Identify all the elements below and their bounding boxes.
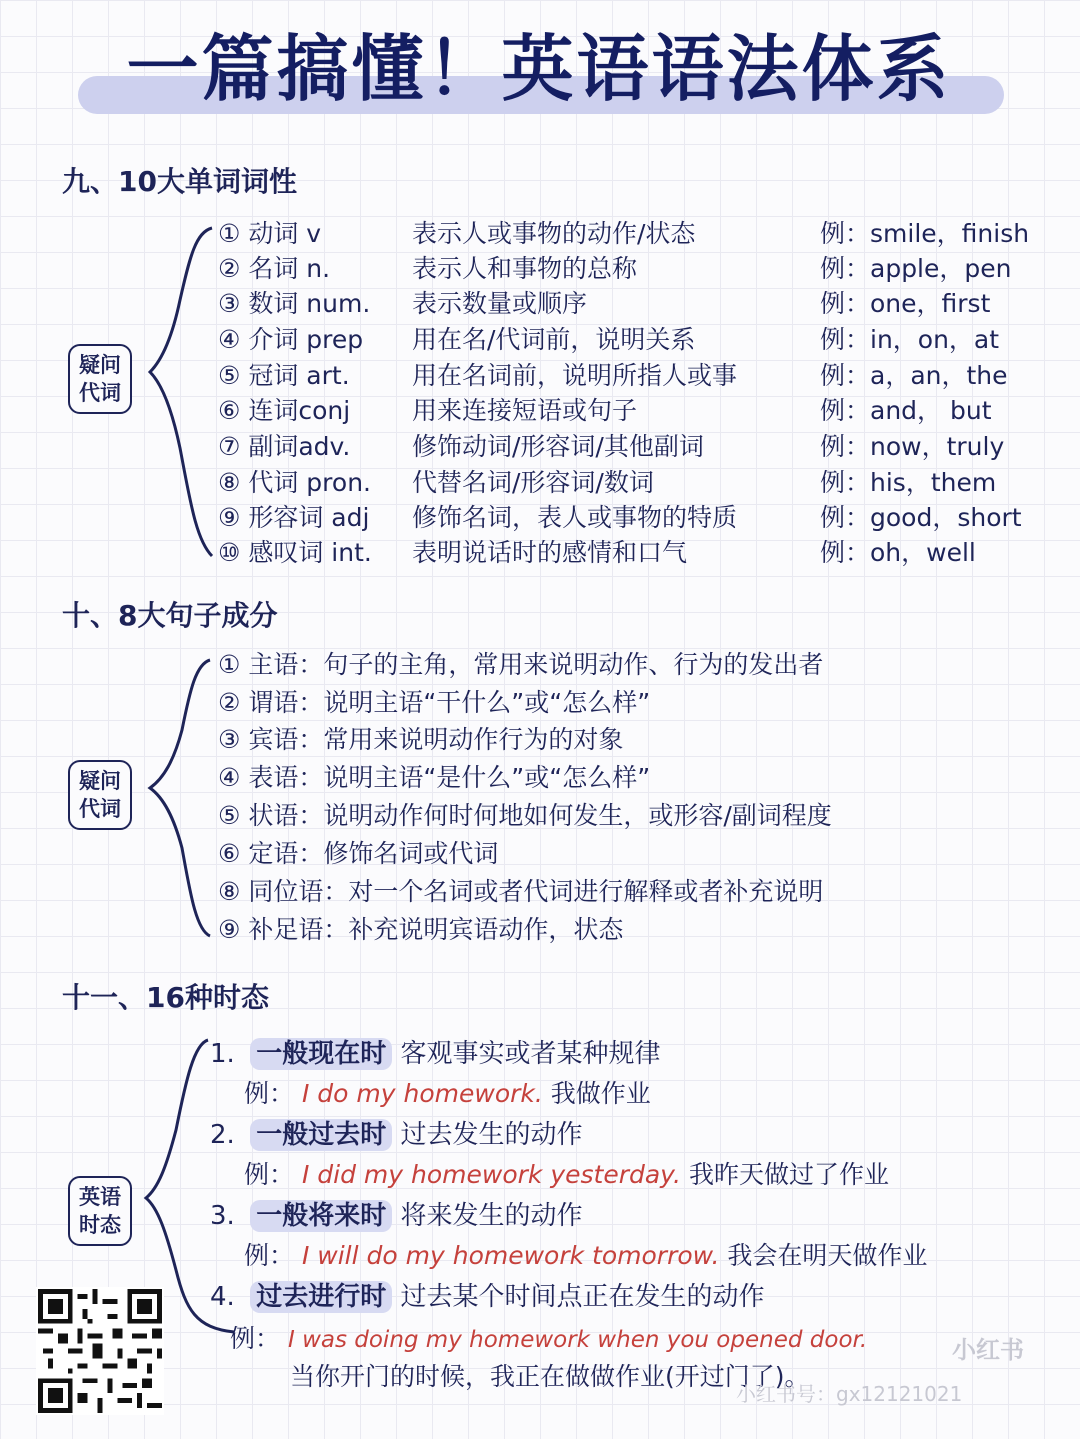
tense-name: 过去进行时 bbox=[250, 1281, 392, 1313]
example-label: 例： bbox=[244, 1241, 295, 1270]
tense-example-translation bbox=[290, 1358, 810, 1396]
example-english: I will do my homework tomorrow. bbox=[301, 1241, 720, 1270]
bubble-line: 代词 bbox=[79, 797, 121, 821]
component-text: ⑨ 补足语：补充说明宾语动作，状态 bbox=[218, 915, 624, 944]
section10-heading: 十、8大句子成分 bbox=[62, 599, 278, 632]
section9-bubble bbox=[68, 344, 132, 414]
tense-item bbox=[210, 1035, 661, 1073]
tense-name: 一般将来时 bbox=[250, 1200, 392, 1232]
page-title: 一篇搞懂！英语语法体系 bbox=[126, 27, 952, 111]
tense-item bbox=[210, 1278, 765, 1316]
pos-name: ⑨ 形容词 adj bbox=[218, 503, 370, 532]
tense-desc: 过去发生的动作 bbox=[400, 1120, 583, 1150]
pos-example: 例：a，an，the bbox=[820, 361, 1008, 390]
section9-heading: 九、10大单词词性 bbox=[62, 165, 297, 198]
tense-desc: 将来发生的动作 bbox=[400, 1201, 583, 1231]
section10-bubble bbox=[68, 760, 132, 830]
pos-example: 例：now，truly bbox=[820, 432, 1005, 461]
tense-number: 4. bbox=[210, 1282, 235, 1312]
pos-example: 例：in，on，at bbox=[820, 325, 1000, 354]
example-label: 例： bbox=[244, 1160, 295, 1189]
tense-item bbox=[210, 1116, 583, 1154]
bubble-line: 时态 bbox=[79, 1213, 121, 1237]
pos-example: 例：and， but bbox=[820, 396, 992, 425]
pos-name: ⑦ 副词adv. bbox=[218, 432, 351, 461]
tense-example bbox=[244, 1237, 927, 1275]
component-text: ③ 宾语：常用来说明动作行为的对象 bbox=[218, 725, 624, 754]
tense-name: 一般现在时 bbox=[250, 1038, 392, 1070]
pos-desc: 表示人和事物的总称 bbox=[412, 254, 638, 283]
example-chinese: 我会在明天做作业 bbox=[727, 1241, 928, 1270]
example-english: I did my homework yesterday. bbox=[301, 1160, 681, 1189]
pos-desc: 代替名词/形容词/数词 bbox=[412, 468, 654, 497]
tense-example bbox=[244, 1075, 651, 1113]
pos-example: 例：one，first bbox=[820, 289, 991, 318]
tense-item bbox=[210, 1197, 583, 1235]
pos-name: ③ 数词 num. bbox=[218, 289, 371, 318]
tense-number: 3. bbox=[210, 1201, 235, 1231]
section11-bubble bbox=[68, 1176, 132, 1246]
section10-brace bbox=[150, 660, 210, 936]
tense-number: 1. bbox=[210, 1039, 235, 1069]
pos-name: ② 名词 n. bbox=[218, 254, 331, 283]
bubble-line: 疑问 bbox=[79, 353, 121, 377]
watermark-logo: 小红书 bbox=[952, 1336, 1024, 1364]
pos-desc: 用在名词前，说明所指人或事 bbox=[412, 361, 738, 390]
bubble-line: 英语 bbox=[79, 1185, 121, 1209]
pos-example: 例：smile，finish bbox=[820, 219, 1030, 248]
pos-name: ⑥ 连词conj bbox=[218, 396, 351, 425]
pos-name: ⑤ 冠词 art. bbox=[218, 361, 350, 390]
pos-desc: 用在名/代词前，说明关系 bbox=[412, 325, 696, 354]
tense-example bbox=[244, 1156, 889, 1194]
watermark-user: 小红书号：gx12121021 bbox=[736, 1382, 963, 1406]
pos-desc: 表明说话时的感情和口气 bbox=[412, 538, 688, 567]
pos-desc: 修饰名词，表人或事物的特质 bbox=[412, 503, 738, 532]
example-chinese: 当你开门的时候，我正在做做作业(开过门了)。 bbox=[290, 1362, 810, 1391]
bubble-line: 疑问 bbox=[79, 769, 121, 793]
component-text: ⑧ 同位语：对一个名词或者代词进行解释或者补充说明 bbox=[218, 877, 824, 906]
example-chinese: 我做作业 bbox=[550, 1079, 651, 1108]
section9-brace bbox=[150, 228, 212, 556]
pos-desc: 表示数量或顺序 bbox=[412, 289, 588, 318]
pos-name: ① 动词 v bbox=[218, 219, 322, 248]
tense-number: 2. bbox=[210, 1120, 235, 1150]
component-text: ① 主语：句子的主角，常用来说明动作、行为的发出者 bbox=[218, 650, 824, 679]
tense-name: 一般过去时 bbox=[250, 1119, 392, 1151]
pos-example: 例：oh，well bbox=[820, 538, 976, 567]
tense-desc: 客观事实或者某种规律 bbox=[400, 1039, 661, 1069]
component-text: ② 谓语：说明主语“干什么”或“怎么样” bbox=[218, 688, 651, 717]
tense-example bbox=[230, 1320, 867, 1359]
example-english: I was doing my homework when you opened door. bbox=[287, 1327, 868, 1353]
pos-name: ⑧ 代词 pron. bbox=[218, 468, 371, 497]
component-text: ⑥ 定语：修饰名词或代词 bbox=[218, 839, 499, 868]
qr-code-icon bbox=[36, 1287, 164, 1415]
example-chinese: 我昨天做过了作业 bbox=[688, 1160, 889, 1189]
example-label: 例： bbox=[230, 1324, 281, 1353]
pos-example: 例：his，them bbox=[820, 468, 997, 497]
pos-desc: 修饰动词/形容词/其他副词 bbox=[412, 432, 704, 461]
pos-desc: 用来连接短语或句子 bbox=[412, 396, 638, 425]
example-label: 例： bbox=[244, 1079, 295, 1108]
pos-name: ⑩ 感叹词 int. bbox=[218, 538, 372, 567]
bubble-line: 代词 bbox=[79, 381, 121, 405]
component-text: ⑤ 状语：说明动作何时何地如何发生，或形容/副词程度 bbox=[218, 801, 832, 830]
tense-desc: 过去某个时间点正在发生的动作 bbox=[400, 1282, 765, 1312]
pos-example: 例：good，short bbox=[820, 503, 1022, 532]
pos-example: 例：apple，pen bbox=[820, 254, 1012, 283]
example-english: I do my homework. bbox=[301, 1079, 543, 1108]
pos-desc: 表示人或事物的动作/状态 bbox=[412, 219, 696, 248]
pos-name: ④ 介词 prep bbox=[218, 325, 364, 354]
section11-heading: 十一、16种时态 bbox=[62, 981, 269, 1014]
component-text: ④ 表语：说明主语“是什么”或“怎么样” bbox=[218, 763, 651, 792]
